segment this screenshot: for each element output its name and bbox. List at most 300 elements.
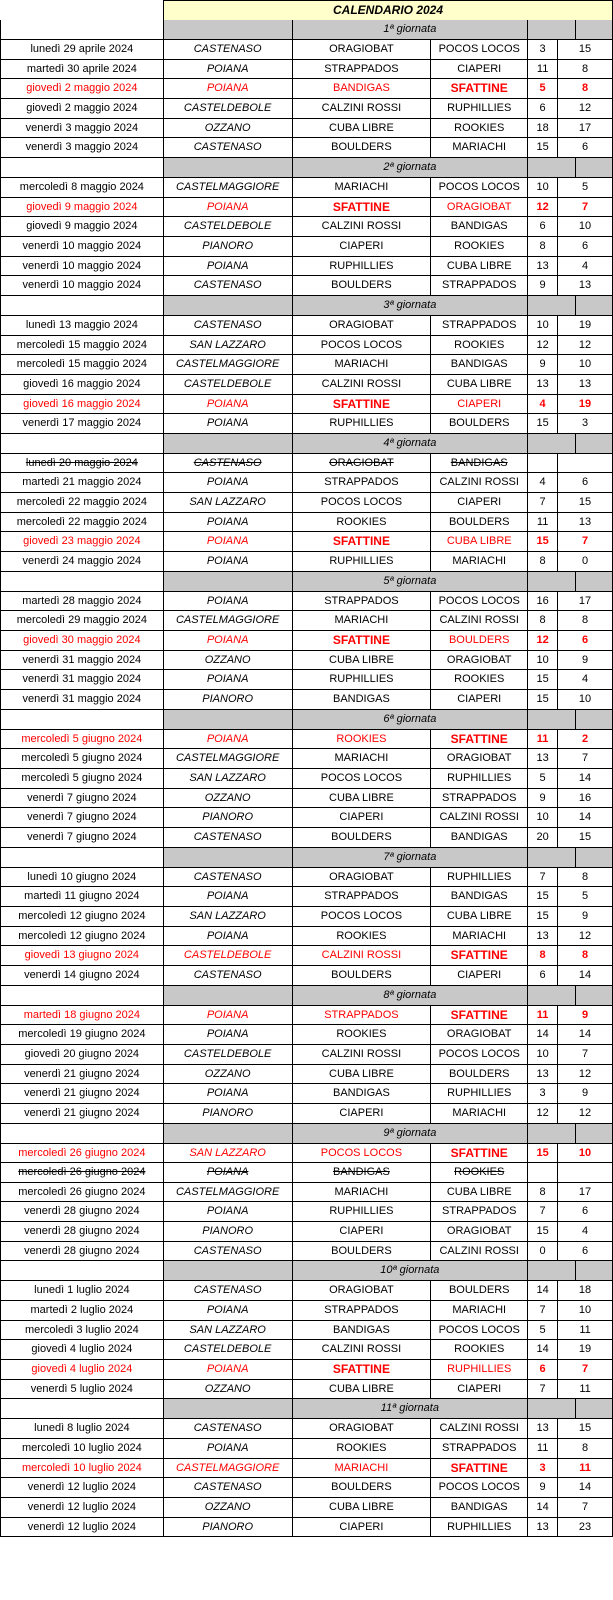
match-date: giovedì 16 maggio 2024 [1,395,164,414]
away-team: BOULDERS [431,513,528,532]
round-header [0,20,613,40]
round-header-left-blank [1,1261,164,1280]
round-header-mid-blank [164,986,293,1005]
home-score: 3 [528,1459,558,1478]
round-header-score-blank [528,1124,576,1143]
match-venue: POIANA [164,631,293,650]
home-team: MARIACHI [293,178,432,197]
round-header [0,1399,613,1419]
match-venue: SAN LAZZARO [164,1144,293,1163]
match-venue: CASTENASO [164,40,293,59]
home-team: STRAPPADOS [293,1006,432,1025]
away-score: 8 [558,1439,613,1458]
match-row [0,868,613,888]
home-score: 18 [528,119,558,138]
match-venue: CASTENASO [164,1281,293,1300]
away-team: CUBA LIBRE [431,257,528,276]
away-score: 10 [558,1144,613,1163]
away-team: STRAPPADOS [431,316,528,335]
round-header-mid-blank [164,1399,293,1418]
match-venue: CASTELMAGGIORE [164,1459,293,1478]
match-date: venerdì 3 maggio 2024 [1,119,164,138]
match-date: martedì 18 giugno 2024 [1,1006,164,1025]
match-venue: CASTENASO [164,316,293,335]
away-score: 9 [558,651,613,670]
match-row [0,611,613,631]
away-score: 6 [558,473,613,492]
away-score: 19 [558,316,613,335]
home-score: 7 [528,1301,558,1320]
round-header-score-blank [576,710,613,729]
away-score: 13 [558,276,613,295]
round-header-left-blank [1,434,164,453]
match-venue: CASTENASO [164,1478,293,1497]
match-row [0,1459,613,1479]
away-team: SFATTINE [431,79,528,98]
match-row [0,138,613,158]
home-team: RUPHILLIES [293,552,432,571]
match-date: venerdì 12 luglio 2024 [1,1478,164,1497]
home-team: BOULDERS [293,138,432,157]
round-label: 7ª giornata [293,848,529,867]
away-score: 18 [558,1281,613,1300]
match-date: giovedì 9 maggio 2024 [1,198,164,217]
away-score: 8 [558,611,613,630]
match-date: martedì 30 aprile 2024 [1,60,164,79]
away-team: CUBA LIBRE [431,1183,528,1202]
home-score: 6 [528,1360,558,1379]
home-team: CIAPERI [293,1222,432,1241]
match-date: venerdì 12 luglio 2024 [1,1518,164,1537]
match-row [0,552,613,572]
match-row [0,1084,613,1104]
round-header-score-blank [528,572,576,591]
away-score: 7 [558,1498,613,1517]
away-score: 23 [558,1518,613,1537]
away-team: ROOKIES [431,237,528,256]
match-row [0,513,613,533]
home-score: 12 [528,631,558,650]
match-row [0,1419,613,1439]
away-team: CALZINI ROSSI [431,1242,528,1261]
match-venue: CASTENASO [164,1242,293,1261]
home-team: CALZINI ROSSI [293,217,432,236]
match-date: lunedì 8 luglio 2024 [1,1419,164,1438]
home-score: 7 [528,868,558,887]
match-date: lunedì 20 maggio 2024 [1,454,164,473]
round-header-mid-blank [164,20,293,39]
round-header-score-blank [528,1261,576,1280]
home-score: 7 [528,493,558,512]
away-score: 13 [558,375,613,394]
away-team: MARIACHI [431,1301,528,1320]
match-date: giovedì 2 maggio 2024 [1,99,164,118]
match-venue: OZZANO [164,1498,293,1517]
match-date: venerdì 21 giugno 2024 [1,1084,164,1103]
home-team: CUBA LIBRE [293,1498,432,1517]
away-team: ROOKIES [431,336,528,355]
home-score: 11 [528,1439,558,1458]
home-score: 13 [528,1518,558,1537]
away-score [558,454,613,473]
round-header-mid-blank [164,572,293,591]
away-team: MARIACHI [431,927,528,946]
match-date: venerdì 7 giugno 2024 [1,789,164,808]
match-date: venerdì 3 maggio 2024 [1,138,164,157]
rounds-container [0,20,613,1537]
home-team: SFATTINE [293,532,432,551]
round-header-mid-blank [164,296,293,315]
match-venue: CASTENASO [164,276,293,295]
away-team: BANDIGAS [431,1498,528,1517]
calendar-title-row [163,0,613,20]
match-venue: CASTELMAGGIORE [164,1183,293,1202]
match-row [0,198,613,218]
away-team: BANDIGAS [431,828,528,847]
match-venue: CASTENASO [164,828,293,847]
match-date: mercoledì 10 luglio 2024 [1,1459,164,1478]
match-row [0,1006,613,1026]
away-team: BOULDERS [431,1281,528,1300]
round-label: 9ª giornata [293,1124,529,1143]
home-score: 10 [528,1045,558,1064]
away-score: 12 [558,99,613,118]
home-score: 10 [528,651,558,670]
away-score: 8 [558,79,613,98]
away-score: 11 [558,1459,613,1478]
match-venue: CASTELDEBOLE [164,375,293,394]
round-header-left-blank [1,20,164,39]
match-row [0,1380,613,1400]
home-team: ORAGIOBAT [293,454,432,473]
away-score: 4 [558,670,613,689]
round-header-mid-blank [164,710,293,729]
away-score: 9 [558,907,613,926]
away-score: 10 [558,355,613,374]
match-date: mercoledì 26 giugno 2024 [1,1163,164,1182]
home-team: MARIACHI [293,355,432,374]
home-team: CALZINI ROSSI [293,946,432,965]
match-row [0,1478,613,1498]
match-row [0,946,613,966]
round-header-score-blank [576,1399,613,1418]
away-score: 8 [558,868,613,887]
round-header-score-blank [528,158,576,177]
home-team: CALZINI ROSSI [293,375,432,394]
home-score: 3 [528,40,558,59]
match-date: mercoledì 5 giugno 2024 [1,769,164,788]
away-score: 9 [558,1006,613,1025]
match-venue: SAN LAZZARO [164,336,293,355]
round-header-mid-blank [164,434,293,453]
round-header [0,434,613,454]
away-score: 7 [558,1360,613,1379]
match-row [0,1183,613,1203]
away-team: BOULDERS [431,1065,528,1084]
home-team: MARIACHI [293,611,432,630]
round-header [0,710,613,730]
away-score: 19 [558,1340,613,1359]
home-score: 3 [528,1084,558,1103]
match-date: venerdì 10 maggio 2024 [1,257,164,276]
home-score: 12 [528,198,558,217]
home-team: BOULDERS [293,1242,432,1261]
round-header [0,848,613,868]
away-team: ORAGIOBAT [431,198,528,217]
match-date: venerdì 28 giugno 2024 [1,1222,164,1241]
match-date: martedì 2 luglio 2024 [1,1301,164,1320]
home-score: 12 [528,1104,558,1123]
away-score: 16 [558,789,613,808]
home-team: MARIACHI [293,1459,432,1478]
match-date: giovedì 23 maggio 2024 [1,532,164,551]
round-header-score-blank [576,986,613,1005]
home-team: STRAPPADOS [293,1301,432,1320]
away-score: 4 [558,257,613,276]
home-score [528,454,558,473]
away-score: 7 [558,1045,613,1064]
match-date: venerdì 31 maggio 2024 [1,651,164,670]
round-label: 3ª giornata [293,296,529,315]
away-score: 17 [558,592,613,611]
home-score: 9 [528,789,558,808]
home-team: ROOKIES [293,1439,432,1458]
match-venue: POIANA [164,1084,293,1103]
home-team: POCOS LOCOS [293,769,432,788]
match-row [0,1144,613,1164]
away-team: RUPHILLIES [431,1360,528,1379]
home-team: STRAPPADOS [293,473,432,492]
round-header-left-blank [1,986,164,1005]
away-score: 14 [558,1025,613,1044]
home-team: BANDIGAS [293,1163,432,1182]
home-score: 13 [528,749,558,768]
away-team: POCOS LOCOS [431,40,528,59]
match-venue: POIANA [164,1360,293,1379]
home-team: ROOKIES [293,1025,432,1044]
home-team: ORAGIOBAT [293,316,432,335]
match-venue: CASTELDEBOLE [164,946,293,965]
home-team: RUPHILLIES [293,670,432,689]
match-date: giovedì 20 giugno 2024 [1,1045,164,1064]
away-team: BANDIGAS [431,454,528,473]
round-header-score-blank [528,296,576,315]
away-score: 12 [558,336,613,355]
match-venue: POIANA [164,730,293,749]
home-score: 4 [528,395,558,414]
away-team: CIAPERI [431,966,528,985]
match-row [0,789,613,809]
away-score: 9 [558,1084,613,1103]
match-date: venerdì 12 luglio 2024 [1,1498,164,1517]
away-team: POCOS LOCOS [431,1045,528,1064]
home-team: ORAGIOBAT [293,868,432,887]
away-score: 12 [558,927,613,946]
match-venue: POIANA [164,552,293,571]
match-date: mercoledì 5 giugno 2024 [1,749,164,768]
away-score: 7 [558,198,613,217]
match-date: venerdì 10 maggio 2024 [1,237,164,256]
round-header-score-blank [528,710,576,729]
home-score: 11 [528,1006,558,1025]
match-row [0,1321,613,1341]
match-venue: PIANORO [164,1222,293,1241]
match-date: mercoledì 8 maggio 2024 [1,178,164,197]
match-venue: POIANA [164,670,293,689]
home-team: MARIACHI [293,749,432,768]
away-team: CIAPERI [431,493,528,512]
match-venue: POIANA [164,927,293,946]
away-team: RUPHILLIES [431,1084,528,1103]
match-date: venerdì 21 giugno 2024 [1,1104,164,1123]
match-venue: SAN LAZZARO [164,493,293,512]
round-header [0,158,613,178]
away-team: SFATTINE [431,946,528,965]
match-date: mercoledì 15 maggio 2024 [1,336,164,355]
match-row [0,99,613,119]
match-date: lunedì 1 luglio 2024 [1,1281,164,1300]
match-venue: POIANA [164,592,293,611]
away-team: POCOS LOCOS [431,178,528,197]
away-team: ROOKIES [431,119,528,138]
match-row [0,808,613,828]
away-score: 13 [558,513,613,532]
home-team: RUPHILLIES [293,1202,432,1221]
match-row [0,1202,613,1222]
match-row [0,907,613,927]
round-header [0,1124,613,1144]
home-score: 15 [528,1144,558,1163]
away-team: POCOS LOCOS [431,1321,528,1340]
home-team: BANDIGAS [293,1084,432,1103]
match-row [0,1045,613,1065]
match-date: martedì 21 maggio 2024 [1,473,164,492]
round-header-score-blank [576,572,613,591]
match-date: mercoledì 22 maggio 2024 [1,513,164,532]
away-team: ORAGIOBAT [431,1222,528,1241]
round-header-score-blank [576,296,613,315]
round-header-mid-blank [164,158,293,177]
round-header-left-blank [1,710,164,729]
home-team: BOULDERS [293,828,432,847]
match-date: giovedì 13 giugno 2024 [1,946,164,965]
match-venue: CASTENASO [164,1419,293,1438]
home-score: 0 [528,1242,558,1261]
home-team: CALZINI ROSSI [293,1045,432,1064]
match-date: venerdì 14 giugno 2024 [1,966,164,985]
match-date: giovedì 4 luglio 2024 [1,1340,164,1359]
round-label: 5ª giornata [293,572,529,591]
away-team: BANDIGAS [431,217,528,236]
match-date: mercoledì 12 giugno 2024 [1,907,164,926]
home-score: 8 [528,946,558,965]
away-team: CIAPERI [431,1380,528,1399]
round-header-mid-blank [164,848,293,867]
home-score: 13 [528,927,558,946]
match-venue: PIANORO [164,1104,293,1123]
match-venue: POIANA [164,1202,293,1221]
home-score: 6 [528,217,558,236]
home-team: POCOS LOCOS [293,336,432,355]
match-row [0,119,613,139]
away-team: MARIACHI [431,552,528,571]
home-team: SFATTINE [293,1360,432,1379]
match-row [0,730,613,750]
home-score: 15 [528,690,558,709]
match-row [0,493,613,513]
away-team: BANDIGAS [431,355,528,374]
home-team: ROOKIES [293,730,432,749]
match-date: venerdì 21 giugno 2024 [1,1065,164,1084]
away-team: SFATTINE [431,1459,528,1478]
home-team: CUBA LIBRE [293,119,432,138]
home-score: 10 [528,178,558,197]
away-team: ROOKIES [431,1340,528,1359]
round-header-left-blank [1,158,164,177]
home-team: ORAGIOBAT [293,1281,432,1300]
home-team: BOULDERS [293,966,432,985]
round-header-score-blank [528,848,576,867]
round-header-score-blank [528,1399,576,1418]
match-venue: CASTELMAGGIORE [164,749,293,768]
match-venue: CASTELDEBOLE [164,1045,293,1064]
round-header-score-blank [576,20,613,39]
home-team: SFATTINE [293,395,432,414]
home-team: ROOKIES [293,927,432,946]
round-header-score-blank [528,434,576,453]
away-score: 5 [558,887,613,906]
home-team: ORAGIOBAT [293,1419,432,1438]
away-team: BOULDERS [431,631,528,650]
round-label: 11ª giornata [293,1399,529,1418]
away-score: 6 [558,138,613,157]
home-score: 14 [528,1498,558,1517]
match-row [0,217,613,237]
match-venue: CASTELMAGGIORE [164,611,293,630]
match-row [0,395,613,415]
match-row [0,473,613,493]
match-date: mercoledì 5 giugno 2024 [1,730,164,749]
away-team: SFATTINE [431,1006,528,1025]
match-venue: SAN LAZZARO [164,769,293,788]
match-date: giovedì 2 maggio 2024 [1,79,164,98]
away-score: 10 [558,690,613,709]
match-date: venerdì 31 maggio 2024 [1,670,164,689]
home-score: 8 [528,1183,558,1202]
away-team: STRAPPADOS [431,276,528,295]
away-score: 14 [558,1478,613,1497]
round-header-score-blank [528,986,576,1005]
home-score: 9 [528,276,558,295]
home-score: 7 [528,1202,558,1221]
away-team: RUPHILLIES [431,868,528,887]
home-team: CALZINI ROSSI [293,99,432,118]
match-venue: POIANA [164,1163,293,1182]
home-score: 13 [528,1065,558,1084]
match-venue: POIANA [164,473,293,492]
match-row [0,375,613,395]
match-row [0,1360,613,1380]
round-label: 10ª giornata [293,1261,529,1280]
away-team: SFATTINE [431,730,528,749]
home-team: RUPHILLIES [293,414,432,433]
match-date: venerdì 28 giugno 2024 [1,1242,164,1261]
home-team: BOULDERS [293,1478,432,1497]
match-row [0,276,613,296]
round-label: 2ª giornata [293,158,529,177]
match-date: venerdì 7 giugno 2024 [1,808,164,827]
away-team: MARIACHI [431,1104,528,1123]
